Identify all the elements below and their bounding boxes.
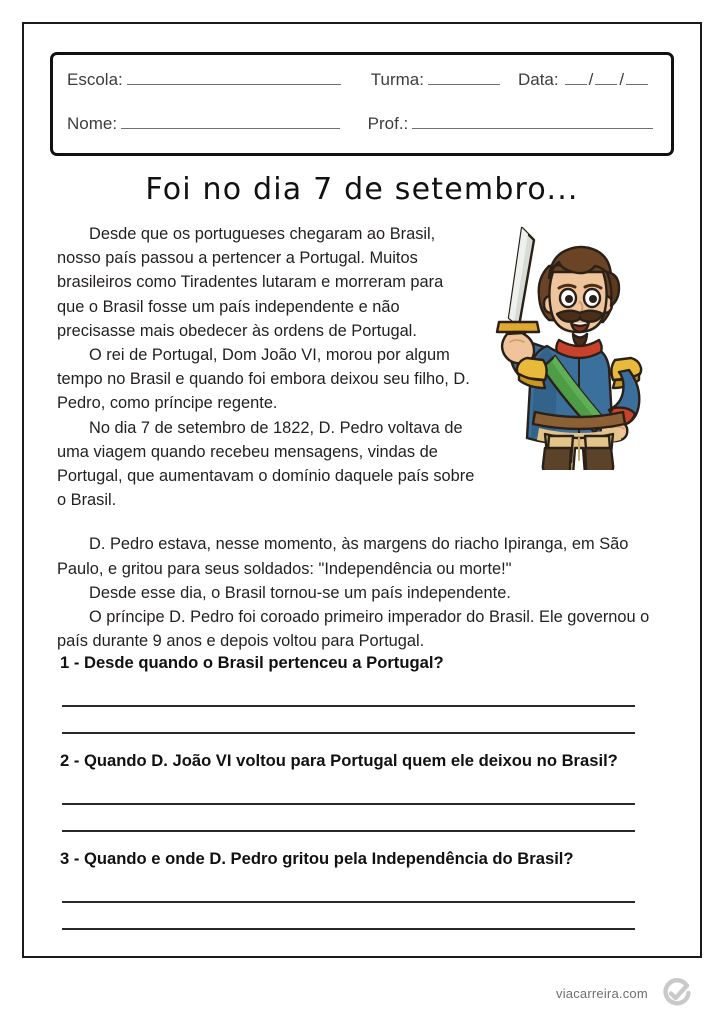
question-text-3: 3 - Quando e onde D. Pedro gritou pela Independência do Brasil? xyxy=(60,849,574,868)
answer-lines-1 xyxy=(60,680,636,734)
question-block-1 xyxy=(60,652,636,734)
answer-lines-3 xyxy=(60,876,636,930)
reading-passage xyxy=(57,222,669,653)
date-separator-1: / xyxy=(588,70,594,89)
answer-line[interactable] xyxy=(62,903,635,930)
answer-lines-2 xyxy=(60,778,636,832)
student-info-box xyxy=(50,52,674,156)
student-info-row-2 xyxy=(67,114,657,134)
escola-label: Escola: xyxy=(67,70,123,89)
turma-input-line[interactable] xyxy=(428,70,500,85)
answer-line[interactable] xyxy=(62,805,635,832)
reading-paragraph: Desde que os portugueses chegaram ao Brasil, nosso país passou a pertencer a Portugal. Muitos brasileiros como Tiradentes lutaram e morreram para que o Brasil fosse um país independente e não precisasse mais obedecer às ordens de Portugal. xyxy=(57,225,444,340)
question-text-1: 1 - Desde quando o Brasil pertenceu a Portugal? xyxy=(60,653,444,672)
date-separator-2: / xyxy=(619,70,625,89)
answer-line[interactable] xyxy=(62,707,635,734)
student-info-row-1 xyxy=(67,70,657,90)
dom-pedro-illustration xyxy=(487,222,669,470)
reading-paragraph: Desde esse dia, o Brasil tornou-se um país independente. xyxy=(89,583,511,602)
question-text-2: 2 - Quando D. João VI voltou para Portugal quem ele deixou no Brasil? xyxy=(60,751,618,770)
reading-paragraph: D. Pedro estava, nesse momento, às margens do riacho Ipiranga, em São Paulo, e gritou para seus soldados: "Independência ou morte!" xyxy=(57,535,629,578)
questions-section xyxy=(60,652,636,946)
turma-label: Turma: xyxy=(370,70,424,89)
prof-label: Prof.: xyxy=(367,114,409,133)
nome-label: Nome: xyxy=(67,114,118,133)
prof-input-line[interactable] xyxy=(412,114,653,129)
data-label: Data: xyxy=(517,70,559,89)
page-title: Foi no dia 7 de setembro... xyxy=(145,172,579,207)
data-day-input-line[interactable] xyxy=(565,70,587,85)
site-url-text: viacarreira.com xyxy=(556,985,648,1001)
footer-watermark xyxy=(556,976,694,1010)
question-block-2 xyxy=(60,750,636,832)
reading-paragraph: No dia 7 de setembro de 1822, D. Pedro voltava de uma viagem quando recebeu mensagens, vindas de Portugal, que aumentavam o domínio daquele país sobre o Brasil. xyxy=(57,418,475,510)
escola-input-line[interactable] xyxy=(127,70,341,85)
nome-input-line[interactable] xyxy=(121,114,340,129)
reading-paragraph: O príncipe D. Pedro foi coroado primeiro imperador do Brasil. Ele governou o país durante 9 anos e depois voltou para Portugal. xyxy=(57,608,650,651)
answer-line[interactable] xyxy=(62,680,635,707)
question-block-3 xyxy=(60,848,636,930)
reading-paragraph: O rei de Portugal, Dom João VI, morou por algum tempo no Brasil e quando foi embora deixou seu filho, D. Pedro, como príncipe regente. xyxy=(57,346,470,413)
check-circle-icon xyxy=(660,976,694,1010)
data-month-input-line[interactable] xyxy=(595,70,617,85)
answer-line[interactable] xyxy=(62,876,635,903)
answer-line[interactable] xyxy=(62,778,635,805)
data-year-input-line[interactable] xyxy=(626,70,648,85)
